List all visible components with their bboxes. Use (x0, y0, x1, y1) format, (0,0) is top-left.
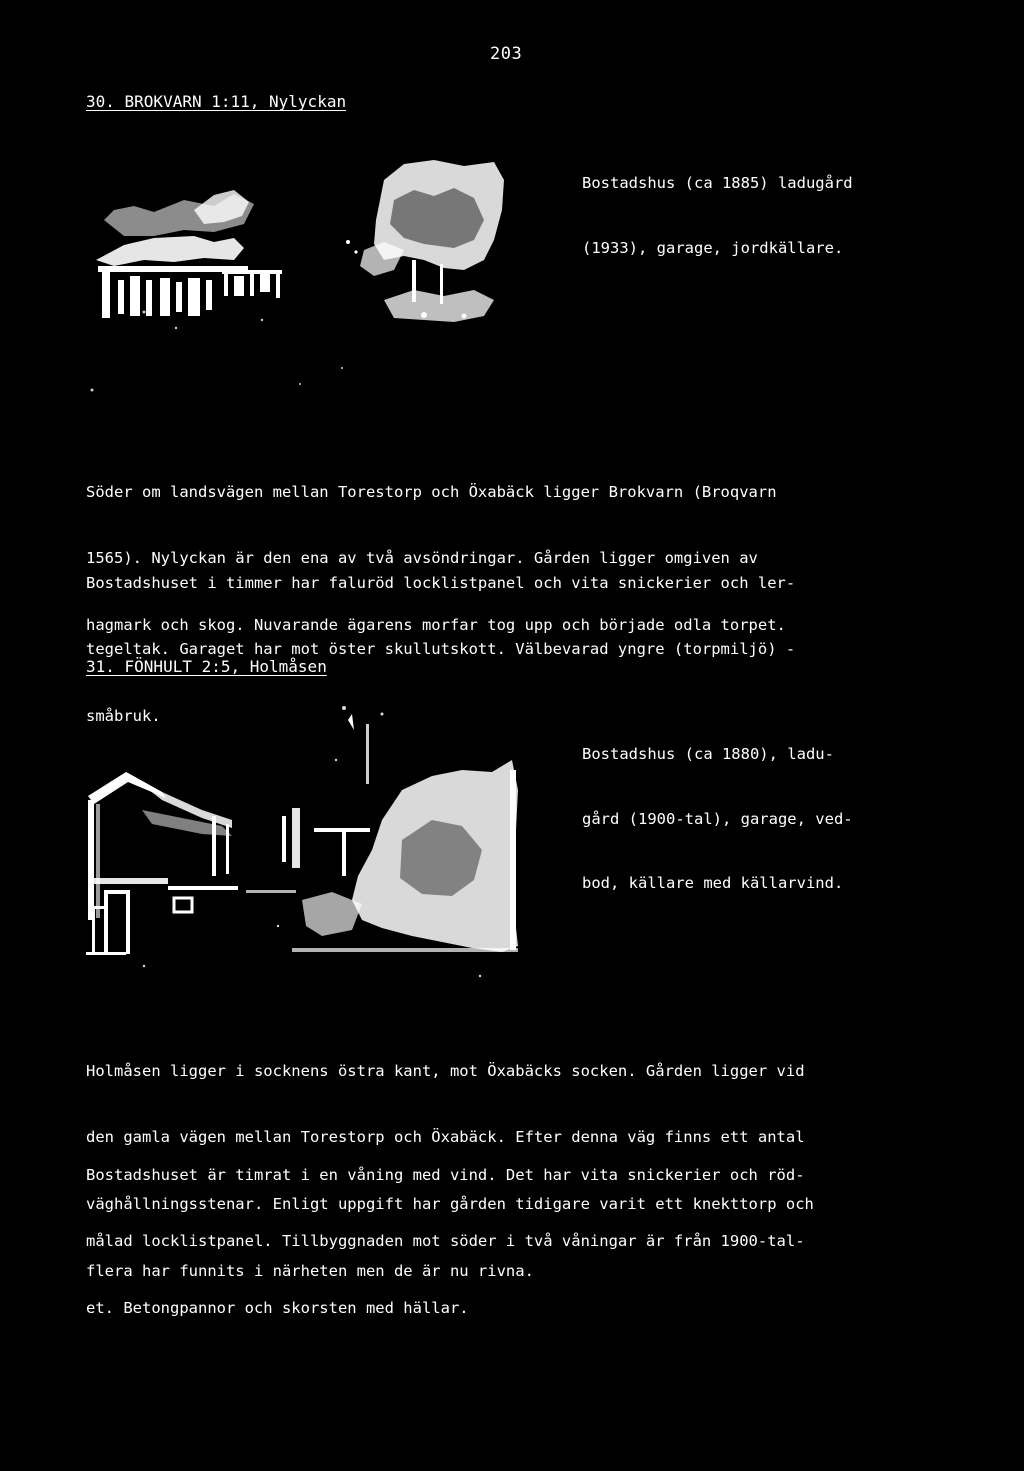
text-line: målad locklistpanel. Tillbyggnaden mot söder i två våningar är från 1900-tal- (86, 1232, 805, 1251)
text-line: väghållningsstenar. Enligt uppgift har gården tidigare varit ett knekttorp och (86, 1195, 814, 1214)
text-line: 1565). Nylyckan är den ena av två avsöndringar. Gården ligger omgiven av (86, 549, 758, 568)
caption-line: gård (1900-tal), garage, ved- (582, 809, 853, 828)
text-line: Bostadshuset i timmer har faluröd locklistpanel och vita snickerier och ler- (86, 573, 796, 592)
section-31-heading: 31. FÖNHULT 2:5, Holmåsen (86, 657, 327, 676)
text-line: hagmark och skog. Nuvarande ägarens morfar tog upp och började odla torpet. (86, 616, 786, 635)
text-line: den gamla vägen mellan Torestorp och Öxabäck. Efter denna väg finns ett antal (86, 1128, 805, 1147)
text-line: Holmåsen ligger i socknens östra kant, mot Öxabäcks socken. Gården ligger vid (86, 1061, 805, 1080)
farmstead-photo-holmasen (82, 700, 522, 985)
text-line: flera har funnits i närheten men de är nu rivna. (86, 1262, 534, 1281)
page-number: 203 (490, 44, 523, 64)
caption-line: bod, källare med källarvind. (582, 874, 844, 892)
caption-line: Bostadshus (ca 1885) ladugård (582, 174, 853, 192)
caption-line: Bostadshus (ca 1880), ladu- (582, 745, 834, 763)
text-line: tegeltak. Garaget har mot öster skullutskott. Välbevarad yngre (torpmiljö) - (86, 640, 796, 659)
farmstead-photo-nylyckan (84, 140, 514, 410)
section-31-caption (582, 701, 853, 916)
text-line: småbruk. (86, 707, 161, 726)
section-30-heading: 30. BROKVARN 1:11, Nylyckan (86, 92, 347, 111)
text-line: et. Betongpannor och skorsten med hällar. (86, 1299, 469, 1318)
text-line: Bostadshuset är timrat i en våning med vind. Det har vita snickerier och röd- (86, 1165, 805, 1184)
caption-line: (1933), garage, jordkällare. (582, 238, 844, 257)
section-30-caption (582, 130, 853, 281)
section-31-paragraph-2 (86, 1119, 906, 1342)
text-line: Söder om landsvägen mellan Torestorp och Öxabäck ligger Brokvarn (Broqvarn (86, 482, 777, 501)
